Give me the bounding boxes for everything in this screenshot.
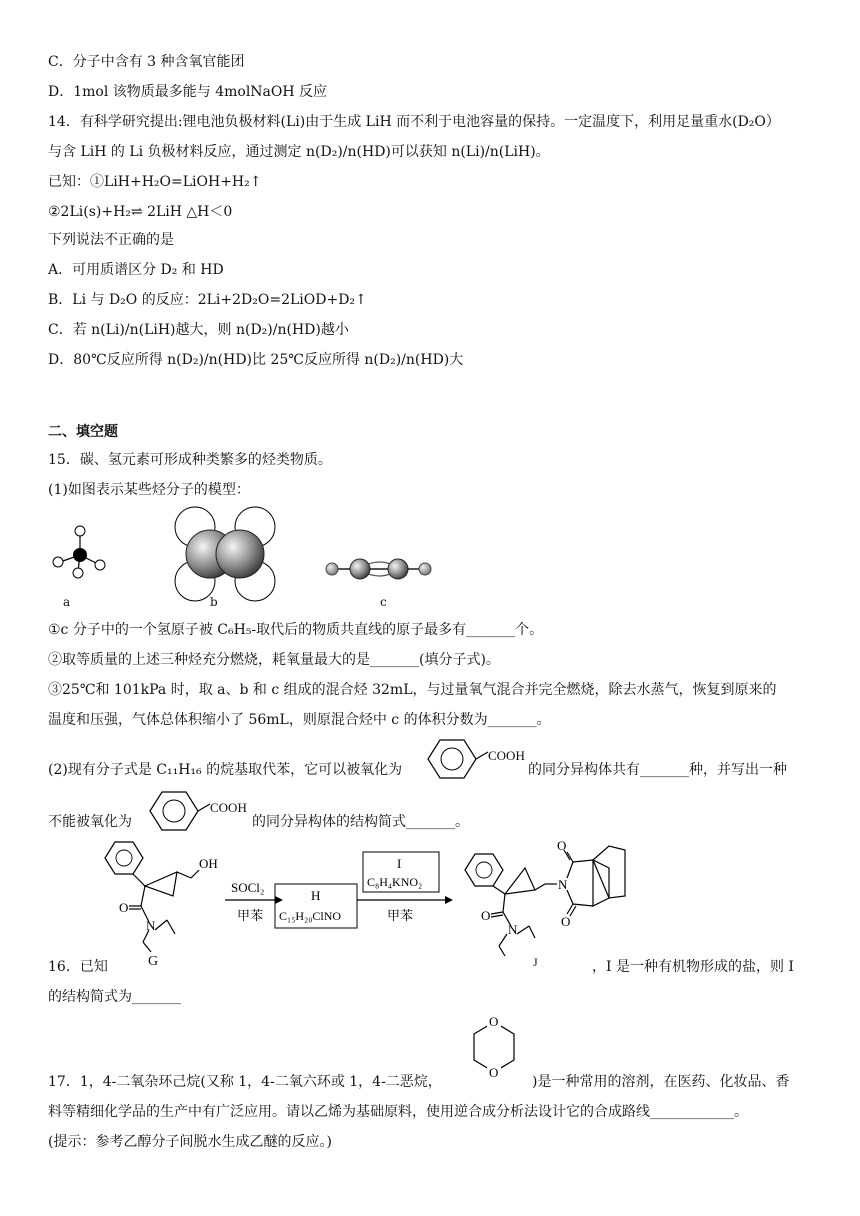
cooh-label-2: COOH [210,800,247,815]
q15-sub3-line2: 温度和压强，气体总体积缩小了 56mL，则原混合烃中 c 的体积分数为_______。 [48,712,551,728]
q17-line2: 料等精细化学品的生产中有广泛应用。请以乙烯为基础原料，使用逆合成分析法设计它的合成路线____________。 [48,1104,748,1120]
J-atom-O-amide: O [481,908,491,923]
G-atom-O: O [119,900,129,915]
compound-J [465,846,625,956]
q13-option-d: D．1mol 该物质最多能与 4molNaOH 反应 [48,84,328,100]
q16-reaction-scheme [95,838,715,968]
J-atom-O-bottom: O [561,914,571,929]
q16-prefix: 16．已知 [48,959,108,975]
reagent-socl2: SOCl₂ [231,880,265,895]
q15-sub1: ①c 分子中的一个氢原子被 C₆H₅-取代后的物质共直线的原子最多有_______个。 [48,622,544,638]
q14-known-2: ②2Li(s)+H₂⇌ 2LiH △H＜0 [48,204,233,220]
box-H-formula: C₁₅H₂₀ClNO [279,909,342,923]
q15-sub3-line1: ③25℃和 101kPa 时，取 a、b 和 c 组成的混合烃 32mL，与过量氧气混合并完全燃烧，除去水蒸气，恢复到原来的 [48,682,777,698]
dioxane-atom-O-bottom: O [489,1065,499,1080]
q14-option-d: D．80℃反应所得 n(D₂)/n(HD)比 25℃反应所得 n(D₂)/n(HD)大 [48,352,464,368]
q16-suffix: ，I 是一种有机物形成的盐，则 I [592,959,794,975]
model-label-c: c [380,595,387,609]
model-c-acetylene [326,559,431,579]
q14-option-b: B．Li 与 D₂O 的反应：2Li+2D₂O=2LiOD+D₂↑ [48,292,367,308]
G-atom-N: N [146,918,156,933]
q14-option-a: A．可用质谱区分 D₂ 和 HD [48,262,224,278]
box-I-formula: C₈H₄KNO₂ [367,875,423,889]
section-title: 二、填空题 [48,424,118,440]
J-atom-N-imide: N [558,877,568,892]
dioxane-structure [462,1012,532,1084]
q15-part2-line1-pre: (2)现有分子式是 C₁₁H₁₆ 的烷基取代苯，它可以被氧化为 [48,762,403,778]
model-label-b: b [210,595,218,609]
J-atom-O-top: O [557,838,567,853]
q15-part2-line1-post: 的同分异构体共有_______种，并写出一种 [528,762,787,778]
q14-stem-line2: 与含 LiH 的 Li 负极材料反应，通过测定 n(D₂)/n(HD)可以获知 n(Li)/n(LiH)。 [48,144,550,160]
model-a-methane [53,526,105,578]
label-J: J [533,955,538,969]
G-atom-OH: OH [199,856,218,871]
q17-line3: (提示：参考乙醇分子间脱水生成乙醚的反应。) [48,1134,332,1150]
model-b-ethylene [175,507,275,601]
model-label-a: a [63,595,71,609]
q14-known-1: 已知：①LiH+H₂O=LiOH+H₂↑ [48,174,262,190]
q15-part2-line2-pre: 不能被氧化为 [48,814,132,830]
q15-sub2: ②取等质量的上述三种烃充分燃烧，耗氧量最大的是_______(填分子式)。 [48,652,500,668]
box-H-title: H [311,888,321,903]
q17-line1-post: )是一种常用的溶剂，在医药、化妆品、香 [532,1074,790,1090]
dioxane-atom-O-top: O [489,1014,499,1029]
J-atom-N-amide: N [508,922,518,937]
solvent-toluene-2: 甲苯 [387,909,414,924]
compound-G [105,842,199,952]
q15-stem: 15．碳、氢元素可形成种类繁多的烃类物质。 [48,452,332,468]
box-I-title: I [397,856,402,871]
solvent-toluene-1: 甲苯 [237,909,264,924]
cooh-label-1: COOH [488,748,525,763]
q14-question: 下列说法不正确的是 [48,232,174,248]
q17-line1-pre: 17．1，4-二氧杂环己烷(又称 1，4-二氧六环或 1，4-二恶烷， [48,1074,442,1090]
q15-part1: (1)如图表示某些烃分子的模型： [48,482,250,498]
q14-stem-line1: 14．有科学研究提出:锂电池负极材料(Li)由于生成 LiH 而不利于电池容量的保持。一定温度下，利用足量重水(D₂O） [48,114,780,130]
q15-part2-line2-post: 的同分异构体的结构简式_______。 [252,814,469,830]
q14-option-c: C．若 n(Li)/n(LiH)越大，则 n(D₂)/n(HD)越小 [48,322,349,338]
q16-line2: 的结构简式为_______ [48,989,181,1005]
label-G: G [148,954,159,969]
hydrocarbon-models-figure [40,505,460,615]
q13-option-c: C．分子中含有 3 种含氧官能团 [48,54,245,70]
